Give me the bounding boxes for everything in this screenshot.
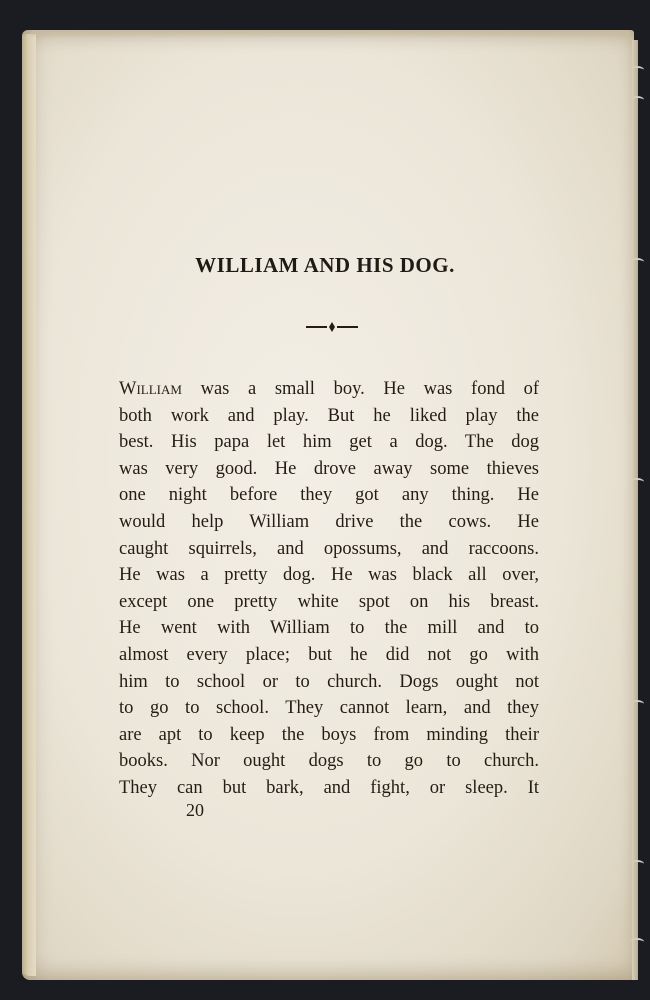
text-line: was very good. He drove away some thieves xyxy=(119,458,539,479)
text-line: would help William drive the cows. He xyxy=(119,511,539,532)
text-line: to go to school. They cannot learn, and they xyxy=(119,698,539,719)
text-line: William was a small boy. He was fond of xyxy=(119,379,539,399)
text-line: They can but bark, and fight, or sleep. It xyxy=(119,777,539,798)
page-top-edge xyxy=(30,30,630,38)
page-edge xyxy=(22,34,36,976)
text-line: books. Nor ought dogs to go to church. xyxy=(119,751,539,772)
text-line: best. His papa let him get a dog. The dog xyxy=(119,432,539,453)
binding-stitch xyxy=(630,860,644,868)
text-line: He went with William to the mill and to xyxy=(119,618,539,639)
text-line: both work and play. But he liked play the xyxy=(119,405,539,426)
text-line: caught squirrels, and opossums, and raccoons. xyxy=(119,538,539,559)
binding-stitch xyxy=(630,96,644,104)
text-line: one night before they got any thing. He xyxy=(119,485,539,506)
text-line: He was a pretty dog. He was black all over, xyxy=(119,565,539,586)
text-line: him to school or to church. Dogs ought not xyxy=(119,671,539,692)
text-line: are apt to keep the boys from minding their xyxy=(119,724,539,745)
body-paragraph xyxy=(119,376,539,802)
title-ornament xyxy=(306,322,358,332)
binding-stitch xyxy=(630,938,644,946)
chapter-title: WILLIAM AND HIS DOG. xyxy=(195,253,455,277)
binding-stitch xyxy=(630,700,644,708)
page-number: 20 xyxy=(186,800,204,820)
text-line: except one pretty white spot on his breast. xyxy=(119,591,539,612)
binding-stitch xyxy=(630,478,644,486)
book-binding xyxy=(632,40,638,980)
drop-word: William xyxy=(119,379,182,399)
text-line: almost every place; but he did not go with xyxy=(119,644,539,665)
binding-stitch xyxy=(630,66,644,74)
